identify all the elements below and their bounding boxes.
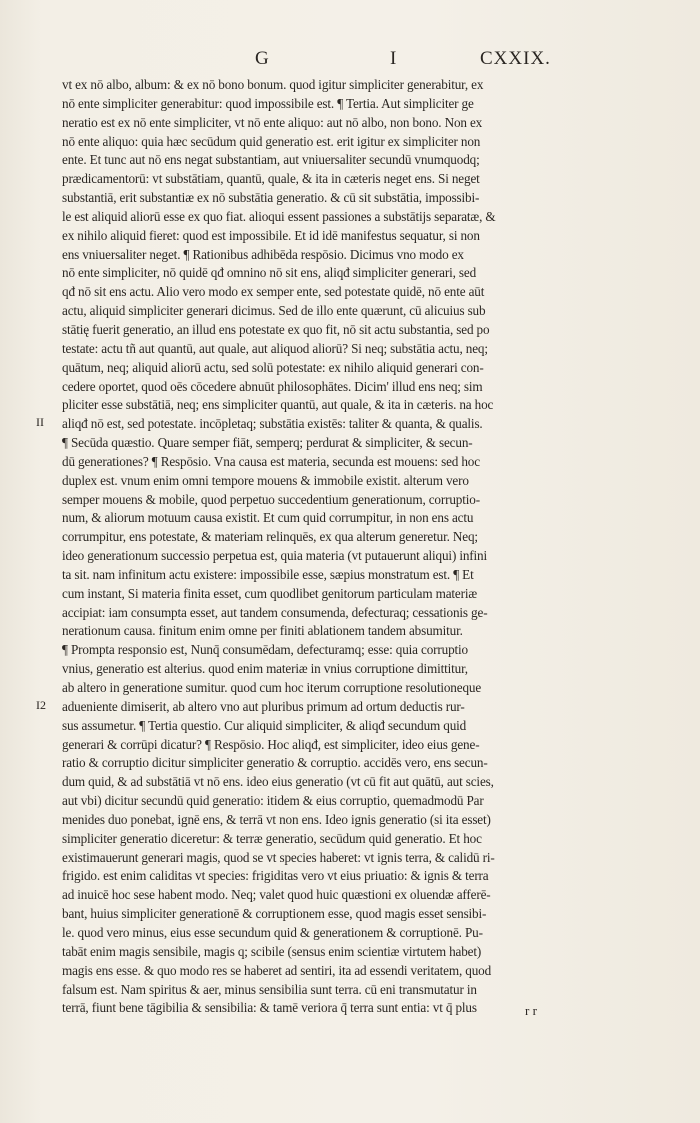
text-line: ratio & corruptio dicitur simpliciter generatio & corruptio. accidēs vero, ens secun- <box>62 755 488 771</box>
text-line: cum instant, Si materia finita esset, cum quodlibet genitorum particulam materiæ <box>62 585 478 601</box>
text-line: accipiat: iam consumpta esset, aut tandem consumenda, defecturaq; cessationis ge- <box>62 604 488 620</box>
text-line: sus assumetur. ¶ Tertia questio. Cur aliquid simpliciter, & aliqđ secundum quid <box>62 717 467 733</box>
catchword: r r <box>525 1003 537 1018</box>
text-line: menides duo ponebat, ignē ens, & terrā vt non ens. Ideo ignis generatio (si ita esset) <box>62 811 491 827</box>
text-line: actu, aliquid simpliciter generari dicimus. Sed de illo ente quærunt, cū alicuius sub <box>62 303 486 319</box>
text-line: quātum, neq; aliquid aliorū actu, sed solū potestate: ex nihilo aliquid generari con- <box>62 359 484 375</box>
text-line: existimauerunt generari magis, quod se vt species haberet: vt ignis terra, & calidū ri- <box>62 849 495 865</box>
folio-mark: I <box>390 48 398 69</box>
text-line: adueniente dimiserit, ab altero vno aut pluribus primum ad ortum deductis rur- <box>62 698 465 714</box>
text-line: magis ens esse. & quo modo res se haberet ad sentiri, ita ad essendi veritatem, quod <box>62 962 492 978</box>
text-line: dum quid, & ad substātiā vt nō ens. ideo eius generatio (vt cū fit aut quātū, aut scies, <box>62 774 494 790</box>
text-line: aut vbi) dicitur secundū quid generatio: itidem & eius corruptio, quemadmodū Par <box>62 793 484 809</box>
text-line: vt ex nō albo, album: & ex nō bono bonum. quod igitur simpliciter generabitur, ex <box>62 77 484 92</box>
running-header <box>0 48 700 78</box>
text-line: ex nihilo aliquid fieret: quod est impossibile. Et id idē manifestus sequatur, si non <box>62 227 480 243</box>
text-line: nō ente simpliciter generabitur: quod impossibile est. ¶ Tertia. Aut simpliciter ge <box>62 95 474 111</box>
text-line: ens vniuersaliter neget. ¶ Rationibus adhibēda respōsio. Dicimus vno modo ex <box>62 246 464 262</box>
text-line: bant, huius simpliciter generationē & corruptionem esse, quod magis esset sensibi- <box>62 906 487 922</box>
text-line: qđ nō sit ens actu. Alio vero modo ex semper ente, sed potestate quidē, nō ente aūt <box>62 284 485 300</box>
text-line: ¶ Secūda quæstio. Quare semper fiāt, semperq; perdurat & simpliciter, & secun- <box>62 435 473 451</box>
text-line: testate: actu tñ aut quantū, aut quale, aut aliquod aliorū? Si neq; substātia actu, neq; <box>62 340 488 356</box>
text-line: prædicamentorū: vt substātiam, quantū, quale, & ita in cæteris neget ens. Si neget <box>62 171 480 187</box>
text-line: nerationum causa. finitum enim omne per finiti ablationem tandem absumitur. <box>62 623 463 639</box>
text-line: frigido. est enim caliditas vt species: frigiditas vero vt eius priuatio: & ignis & terra <box>62 868 489 884</box>
text-line: le est aliquid aliorū esse ex quo fiat. alioqui essent passiones a substātijs separatæ, & <box>62 208 496 224</box>
text-line: cedere oportet, quod oēs cōcedere abnuūt philosophātes. Dicim' illud ens neq; sim <box>62 378 483 394</box>
text-line: num, & aliorum motuum causa existit. Et cum quid corrumpitur, in non ens actu <box>62 510 474 526</box>
text-line: ¶ Prompta responsio est, Nunq̄ consumēdam, defecturamq; esse: quia corruptio <box>62 642 469 658</box>
text-line: ad inuicē hoc sese habent modo. Neq; valet quod huic quæstioni ex oluendæ afferē- <box>62 887 491 903</box>
margin-note: I2 <box>36 698 46 713</box>
text-line: ab altero in generatione sumitur. quod cum hoc iterum corruptione resolutioneque <box>62 680 482 695</box>
text-line: generari & corrūpi dicatur? ¶ Respōsio. Hoc aliqđ, est simpliciter, ideo eius gene- <box>62 736 480 752</box>
text-line: neratio est ex nō ente simpliciter, vt nō ente aliquo: aut nō albo, non bono. Non ex <box>62 114 483 130</box>
signature-mark: G <box>255 48 270 69</box>
text-line: nō ente simpliciter, nō quidē qđ omnino nō sit ens, aliqđ simpliciter generari, sed <box>62 265 477 281</box>
text-line: corrumpitur, ens potestate, & materiam relinquēs, ex qua alterum generetur. Neq; <box>62 529 478 545</box>
text-line: stātię fuerit generatio, an illud ens potestate ex quo fit, nō sit actu substantia, sed po <box>62 321 490 337</box>
text-line: dū generationes? ¶ Respōsio. Vna causa est materia, secunda est mouens: sed hoc <box>62 453 480 469</box>
text-line: le. quod vero minus, eius esse secundum quid & generationem & corruptionē. Pu- <box>62 924 483 940</box>
text-line: ta sit. nam infinitum actu existere: impossibile esse, sæpius monstratum est. ¶ Et <box>62 566 474 582</box>
text-line: tabāt enim magis sensibile, magis q; scibile (sensus enim scientiæ virtutem habet) <box>62 943 482 959</box>
margin-note: II <box>36 415 44 430</box>
text-line: semper mouens & mobile, quod perpetuo succedentium generationum, corruptio- <box>62 491 480 507</box>
text-block <box>62 76 582 1018</box>
folio-number: CXXIX. <box>480 48 551 69</box>
text-line: ideo generationum successio perpetua est, quia materia (vt putauerunt aliqui) infini <box>62 548 488 564</box>
text-line: terrā, fiunt bene tāgibilia & sensibilia: & tamē veriora q̄ terra sunt entia: vt q̄ plus <box>62 1000 477 1016</box>
text-line: vnius, generatio est alterius. quod enim materiæ in vnius corruptione dimittitur, <box>62 661 468 677</box>
text-line: ente. Et tunc aut nō ens negat substantiam, aut vniuersaliter secundū vnumquodq; <box>62 152 480 168</box>
text-line: simpliciter generatio diceretur: & terræ generatio, secūdum quid generatio. Et hoc <box>62 830 482 846</box>
text-line: duplex est. vnum enim omni tempore mouens & immobile existit. alterum vero <box>62 472 469 488</box>
text-line: pliciter esse substātiā, neq; ens simpliciter quantū, aut quale, & ita in cæteris. na hoc <box>62 397 494 413</box>
text-line: substantiā, erit substantiæ ex nō substātia generatio. & cū sit substātia, impossibi- <box>62 190 480 206</box>
text-line: nō ente aliquo: quia hæc secūdum quid generatio est. erit igitur ex simpliciter non <box>62 133 481 149</box>
text-line: aliqđ nō est, sed potestate. incōpletaq; substātia existēs: taliter & quanta, & qualis. <box>62 416 483 432</box>
text-line: falsum est. Nam spiritus & aer, minus sensibilia sunt terra. cū eni transmutatur in <box>62 981 477 997</box>
